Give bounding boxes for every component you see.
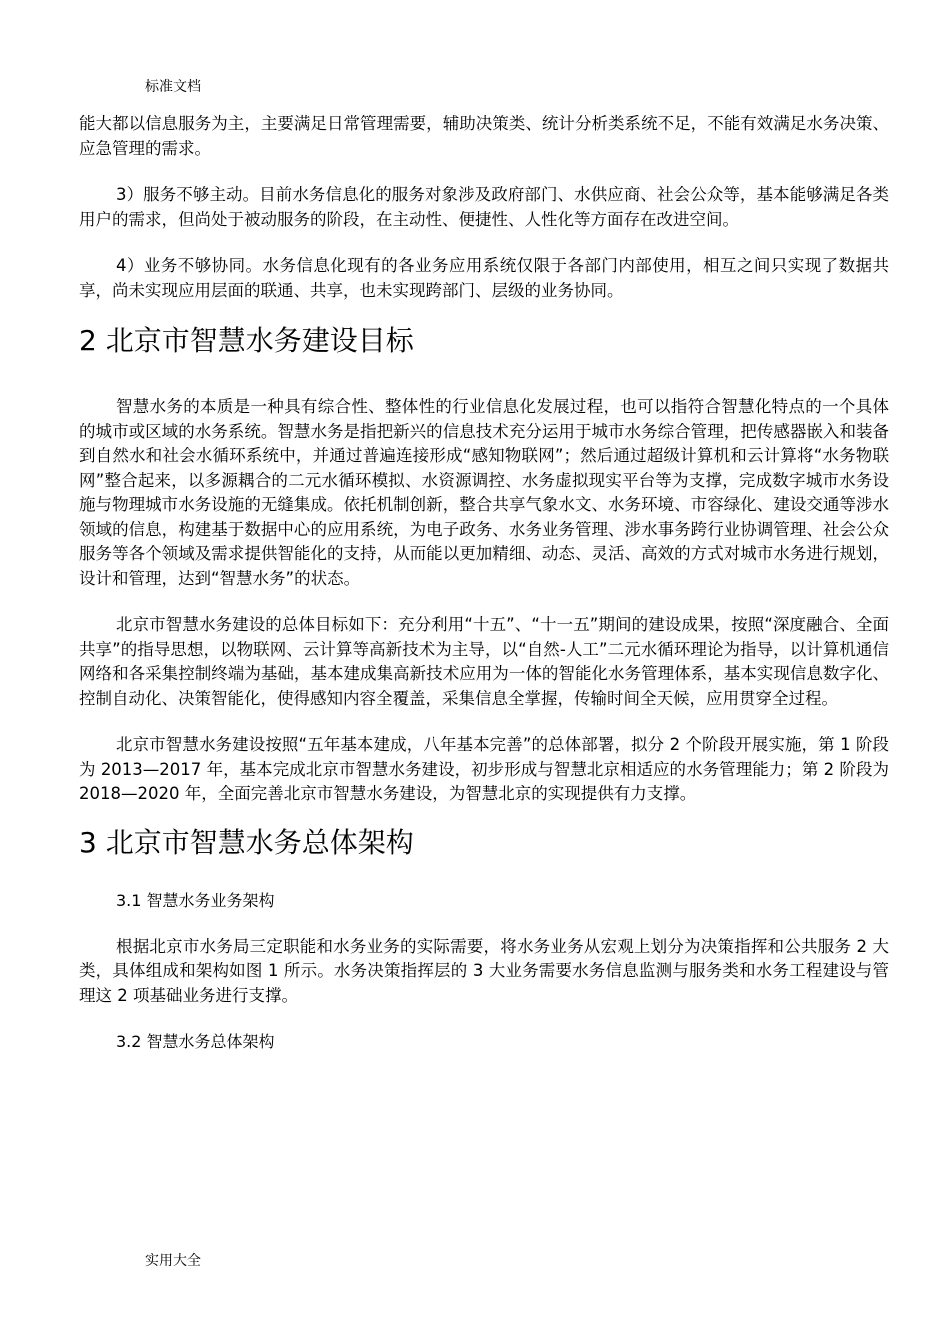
- subsection-heading: 3.2 智慧水务总体架构: [116, 1032, 275, 1051]
- paragraph: 4）业务不够协同。水务信息化现有的各业务应用系统仅限于各部门内部使用，相互之间只实现了数据共享，尚未实现应用层面的联通、共享，也未实现跨部门、层级的业务协同。: [79, 256, 889, 300]
- page-header: 标准文档: [145, 79, 201, 95]
- section-heading: 3 北京市智慧水务总体架构: [79, 825, 414, 859]
- paragraph: 北京市智慧水务建设的总体目标如下：充分利用“十五”、“十一五”期间的建设成果，按照“深度融合、全面共享”的指导思想，以物联网、云计算等高新技术为主导，以“自然-人工”二元水循环理论为指导，以计算机通信网络和各采集控制终端为基础，基本建成集高新技术应用为一体的智能化水务管理体系，基本实现信息数字化、控制自动化、决策智能化，使得感知内容全覆盖，采集信息全掌握，传输时间全天候，应用贯穿全过程。: [79, 615, 889, 708]
- paragraph: 智慧水务的本质是一种具有综合性、整体性的行业信息化发展过程，也可以指符合智慧化特点的一个具体的城市或区域的水务系统。智慧水务是指把新兴的信息技术充分运用于城市水务综合管理，把传感器嵌入和装备到自然水和社会水循环系统中，并通过普遍连接形成“感知物联网”；然后通过超级计算机和云计算将“水务物联网”整合起来，以多源耦合的二元水循环模拟、水资源调控、水务虚拟现实平台等为支撑，完成数字城市水务设施与物理城市水务设施的无缝集成。依托机制创新，整合共享气象水文、水务环境、市容绿化、建设交通等涉水领域的信息，构建基于数据中心的应用系统，为电子政务、水务业务管理、涉水事务跨行业协调管理、社会公众服务等各个领域及需求提供智能化的支持，从而能以更加精细、动态、灵活、高效的方式对城市水务进行规划，设计和管理，达到“智慧水务”的状态。: [79, 397, 889, 588]
- section-heading: 2 北京市智慧水务建设目标: [79, 324, 414, 357]
- subsection-heading: 3.1 智慧水务业务架构: [116, 890, 275, 910]
- paragraph: 3）服务不够主动。目前水务信息化的服务对象涉及政府部门、水供应商、社会公众等，基本能够满足各类用户的需求，但尚处于被动服务的阶段，在主动性、便捷性、人性化等方面存在改进空间。: [79, 185, 889, 229]
- paragraph: 北京市智慧水务建设按照“五年基本建成，八年基本完善”的总体部署，拟分 2 个阶段开展实施，第 1 阶段为 2013—2017 年，基本完成北京市智慧水务建设，初步形成与智慧北京相适应的水务管理能力；第 2 阶段为 2018—2020 年，全面完善北京市智慧水务建设，为智慧北京的实现提供有力支撑。: [79, 735, 889, 803]
- page-footer: 实用大全: [145, 1253, 201, 1269]
- paragraph: 根据北京市水务局三定职能和水务业务的实际需要，将水务业务从宏观上划分为决策指挥和公共服务 2 大类，具体组成和架构如图 1 所示。水务决策指挥层的 3 大业务需要水务信息监测与服务类和水务工程建设与管理这 2 项基础业务进行支撑。: [79, 936, 889, 1005]
- paragraph: 能大都以信息服务为主，主要满足日常管理需要，辅助决策类、统计分析类系统不足，不能有效满足水务决策、应急管理的需求。: [79, 114, 889, 158]
- document-body: [79, 112, 889, 1054]
